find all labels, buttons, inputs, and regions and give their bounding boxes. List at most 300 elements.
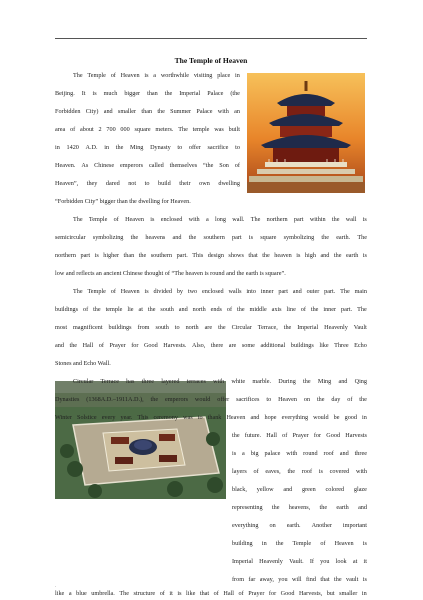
word: layers — [232, 468, 247, 475]
word: Ming — [129, 144, 144, 151]
word: vault — [345, 576, 359, 583]
word: shows — [228, 252, 244, 259]
word: and — [339, 450, 349, 457]
word: the — [262, 252, 270, 259]
text-line — [55, 340, 367, 352]
word: buildings — [290, 342, 314, 349]
word: part — [278, 288, 288, 295]
word: to — [177, 144, 183, 151]
word: The — [357, 234, 367, 241]
word: north — [185, 324, 199, 331]
word: part. — [341, 306, 353, 313]
word: Harvests. — [163, 342, 187, 349]
word: part — [232, 234, 242, 241]
word: bigger — [124, 90, 141, 97]
word: their — [179, 180, 191, 187]
word: than — [141, 108, 153, 115]
word: that — [199, 590, 210, 597]
word: is — [177, 590, 182, 597]
word: divided — [153, 288, 172, 295]
word: Qing — [354, 378, 367, 385]
document-title: The Temple of Heaven — [174, 56, 248, 65]
word: big — [250, 450, 259, 457]
word: Chinese — [94, 162, 115, 169]
word: the — [157, 108, 165, 115]
word: Summer — [170, 108, 192, 115]
word: you — [278, 576, 288, 583]
word: that — [320, 576, 330, 583]
word: The — [73, 288, 83, 295]
word: Circular — [73, 378, 94, 385]
word: meters. — [155, 126, 174, 133]
word: Prayer — [248, 590, 265, 597]
word: to — [197, 414, 203, 421]
word: the — [69, 342, 78, 349]
word: building — [232, 540, 253, 547]
word: built — [228, 126, 240, 133]
word: in — [235, 72, 240, 79]
word: and — [250, 414, 260, 421]
text-line — [232, 430, 367, 442]
word: with — [286, 450, 298, 457]
text-line — [55, 160, 240, 172]
word: in — [361, 590, 367, 597]
word: is — [318, 468, 323, 475]
word: This — [192, 252, 204, 259]
word: marble. — [252, 378, 272, 385]
word: you — [320, 558, 330, 565]
word: future. — [244, 432, 262, 439]
word: Good — [280, 590, 295, 597]
word: Prayer — [109, 342, 126, 349]
word: the — [319, 504, 328, 511]
word: dwelling — [218, 180, 240, 187]
word: Imperial — [179, 90, 201, 97]
word: in — [55, 144, 60, 151]
word: of — [82, 306, 89, 313]
word: Palace — [196, 108, 213, 115]
word: and — [338, 378, 348, 385]
word: that — [248, 252, 258, 259]
text-line — [232, 466, 367, 478]
word: part. — [176, 252, 188, 259]
word: part. — [324, 288, 336, 295]
word: white — [231, 378, 246, 385]
text-line — [232, 538, 367, 550]
word: the — [310, 306, 319, 313]
word: day — [331, 396, 341, 403]
word: heavens — [145, 234, 166, 241]
word: like — [186, 590, 196, 597]
text-line — [232, 574, 367, 586]
word: of — [300, 306, 306, 313]
text-line — [232, 556, 367, 568]
word: part — [293, 216, 304, 223]
word: away, — [259, 576, 274, 583]
word: earth. — [336, 234, 351, 241]
text-line — [55, 232, 367, 244]
word: (1368A.D.–1911A.D.), — [86, 396, 144, 403]
word: called — [148, 162, 164, 169]
word: at — [352, 558, 358, 565]
word: Heaven”, — [55, 180, 79, 187]
word: of — [234, 162, 240, 169]
word: two — [187, 288, 198, 295]
word: eaves, — [265, 468, 281, 475]
word: Dynasty — [150, 144, 171, 151]
word: Beijing. — [55, 90, 75, 97]
word: of — [226, 306, 233, 313]
word: Temple — [87, 288, 106, 295]
word: within — [309, 216, 326, 223]
word: earth — [336, 504, 349, 511]
word: the — [237, 306, 245, 313]
word: and — [358, 504, 367, 511]
word: of — [253, 468, 259, 475]
word: roof — [301, 468, 313, 475]
word: and — [178, 306, 188, 313]
word: and — [172, 234, 182, 241]
word: Winter — [55, 414, 72, 421]
word: in — [362, 414, 367, 421]
word: line — [286, 306, 296, 313]
word: sacrifices — [236, 396, 260, 403]
word: to — [174, 324, 180, 331]
word: in — [261, 540, 267, 547]
word: the — [93, 306, 101, 313]
word: wall — [345, 216, 357, 223]
header-rule — [55, 38, 367, 39]
word: about — [80, 126, 94, 133]
word: place — [217, 72, 231, 79]
word: the — [164, 90, 173, 97]
word: is — [92, 90, 97, 97]
word: Temple — [292, 540, 312, 547]
word: Good — [143, 342, 158, 349]
word: Heaven — [278, 396, 297, 403]
word: at — [138, 306, 143, 313]
word: it — [363, 558, 367, 565]
word: good — [344, 414, 357, 421]
word: Heavenly — [324, 324, 348, 331]
word: The — [119, 590, 129, 597]
word: is — [144, 288, 149, 295]
word: earth — [345, 252, 359, 259]
word: black, — [232, 486, 247, 493]
word: Harvests — [345, 432, 367, 439]
word: is — [296, 252, 301, 259]
word: Palace — [207, 90, 224, 97]
word: lie — [127, 306, 134, 313]
word: A.D. — [85, 144, 98, 151]
word: The — [357, 306, 367, 313]
word: temple — [192, 126, 210, 133]
word: in — [104, 144, 110, 151]
word: terraces — [186, 378, 206, 385]
word: of — [159, 590, 165, 597]
word: Imperial — [297, 324, 319, 331]
word: northern — [266, 216, 288, 223]
word: glaze — [353, 486, 367, 493]
word: offer — [188, 144, 201, 151]
word: and — [292, 288, 302, 295]
text-line — [55, 394, 367, 406]
word: worthwhile — [160, 72, 190, 79]
word: a — [242, 450, 245, 457]
word: 1420 — [66, 144, 79, 151]
word: of — [282, 432, 288, 439]
word: 2 — [98, 126, 102, 133]
word: the — [115, 144, 124, 151]
word: the — [130, 234, 139, 241]
text-line — [55, 286, 367, 298]
word: yellow — [256, 486, 274, 493]
word: wall. — [232, 216, 245, 223]
word: some — [241, 342, 255, 349]
word: much — [103, 90, 118, 97]
word: of — [110, 288, 116, 295]
word: into — [246, 288, 256, 295]
word: The — [73, 72, 83, 79]
footer-mark: . — [55, 584, 57, 589]
word: The — [178, 126, 188, 133]
word: the — [334, 576, 342, 583]
word: The — [340, 288, 350, 295]
word: own — [199, 180, 210, 187]
word: southern — [203, 234, 225, 241]
text-line — [55, 124, 240, 136]
word: to — [144, 180, 150, 187]
word: was — [183, 414, 193, 421]
word: main — [354, 288, 367, 295]
word: Another — [311, 522, 332, 529]
word: of — [98, 342, 104, 349]
word: is — [362, 216, 367, 223]
text-line — [55, 412, 367, 424]
word: As — [81, 162, 89, 169]
word: This — [137, 414, 149, 421]
text-line — [55, 214, 367, 226]
word: Temple — [88, 216, 108, 223]
word: During — [278, 378, 296, 385]
word: the — [232, 432, 240, 439]
word: roof — [323, 450, 334, 457]
word: enclosed — [201, 288, 224, 295]
word: most — [55, 324, 68, 331]
word: than — [147, 90, 158, 97]
word: green — [302, 486, 316, 493]
word: the — [303, 378, 311, 385]
text-line: Stones and Echo Wall. — [55, 360, 111, 367]
word: It — [81, 90, 86, 97]
word: symbolizing — [92, 234, 124, 241]
word: far — [248, 576, 256, 583]
word: Heaven — [334, 540, 354, 547]
text-line — [55, 70, 240, 82]
word: three — [354, 450, 367, 457]
word: Terrace, — [257, 324, 278, 331]
word: Solstice — [77, 414, 97, 421]
word: Forbidden — [55, 108, 81, 115]
word: with — [213, 378, 225, 385]
text-line — [55, 142, 240, 154]
word: south — [160, 306, 174, 313]
word: emperors — [120, 162, 144, 169]
word: is — [362, 252, 367, 259]
word: Heaven — [125, 216, 144, 223]
word: and — [55, 342, 64, 349]
word: is — [150, 216, 155, 223]
word: it — [169, 590, 173, 597]
word: build — [158, 180, 171, 187]
word: and — [320, 252, 330, 259]
word: 000 — [120, 126, 130, 133]
word: the — [275, 540, 284, 547]
word: Vault — [353, 324, 367, 331]
word: The — [73, 216, 83, 223]
word: sacrifice — [207, 144, 229, 151]
word: colored — [325, 486, 345, 493]
word: is — [232, 450, 237, 457]
word: visiting — [193, 72, 213, 79]
word: 700 — [106, 126, 116, 133]
word: Temple — [87, 72, 106, 79]
word: umbrella. — [91, 590, 115, 597]
word: has — [126, 378, 135, 385]
word: enclosed — [160, 216, 183, 223]
word: part — [80, 252, 91, 259]
word: area — [55, 126, 66, 133]
word: year. — [120, 414, 133, 421]
word: layered — [161, 378, 180, 385]
word: an — [234, 108, 240, 115]
word: the — [147, 306, 156, 313]
word: ends — [210, 306, 222, 313]
word: Circular — [231, 324, 252, 331]
word: Hall — [223, 590, 235, 597]
word: the — [333, 252, 342, 259]
word: of — [320, 540, 326, 547]
word: additional — [260, 342, 286, 349]
text-line — [55, 250, 367, 262]
word: by — [176, 288, 184, 295]
word: Heaven. — [55, 162, 76, 169]
word: is — [362, 576, 367, 583]
word: is — [94, 252, 99, 259]
word: with — [355, 468, 367, 475]
word: to — [235, 144, 240, 151]
text-line — [55, 588, 367, 600]
text-line — [232, 502, 367, 514]
word: of — [347, 396, 353, 403]
word: buildings — [108, 324, 132, 331]
word: will — [291, 576, 302, 583]
text-line — [55, 88, 240, 100]
word: everything — [281, 414, 309, 421]
word: of — [70, 126, 76, 133]
word: they — [86, 180, 98, 187]
word: but — [326, 590, 335, 597]
word: Heaven — [226, 414, 246, 421]
word: the — [283, 324, 292, 331]
word: outer — [306, 288, 320, 295]
word: “the — [203, 162, 214, 169]
word: three — [141, 378, 155, 385]
word: is — [248, 234, 253, 241]
word: square — [260, 234, 277, 241]
word: temple — [105, 306, 123, 313]
word: a — [68, 590, 72, 597]
word: like — [319, 342, 329, 349]
word: The — [250, 216, 261, 223]
word: higher — [103, 252, 120, 259]
word: dared — [105, 180, 120, 187]
word: everything — [232, 522, 259, 529]
word: Dynasties — [55, 396, 80, 403]
word: south — [155, 324, 169, 331]
word: with — [188, 216, 200, 223]
word: Three — [334, 342, 349, 349]
word: axis — [271, 306, 282, 313]
word: middle — [249, 306, 267, 313]
text-line — [232, 448, 367, 460]
text-line — [55, 322, 367, 334]
word: the — [359, 396, 367, 403]
word: the — [331, 216, 340, 223]
word: than — [123, 252, 135, 259]
word: are — [204, 324, 213, 331]
word: are — [228, 342, 237, 349]
word: with — [217, 108, 229, 115]
word: is — [362, 540, 367, 547]
text-line — [55, 376, 367, 388]
word: was — [214, 126, 224, 133]
word: be — [333, 414, 340, 421]
word: covered — [329, 468, 350, 475]
word: palace — [264, 450, 281, 457]
word: Echo — [354, 342, 367, 349]
word: City) — [85, 108, 99, 115]
word: find — [305, 576, 316, 583]
word: of — [213, 590, 219, 597]
word: would — [194, 396, 211, 403]
word: the — [138, 252, 147, 259]
text-line — [232, 484, 367, 496]
word: Also, — [192, 342, 206, 349]
word: earth. — [286, 522, 301, 529]
word: a — [153, 72, 157, 79]
word: Son — [219, 162, 229, 169]
word: smaller — [339, 590, 358, 597]
word: magnificent — [72, 324, 103, 331]
word: Heavenly — [259, 558, 283, 565]
word: Hall — [82, 342, 94, 349]
word: for — [131, 342, 139, 349]
word: heavens, — [288, 504, 311, 511]
word: not — [128, 180, 137, 187]
word: symbolizing — [283, 234, 315, 241]
word: like — [55, 590, 65, 597]
text-line: “Forbidden City” bigger than the dwelling for Heaven. — [55, 198, 191, 205]
word: emperors — [164, 396, 189, 403]
word: smaller — [117, 108, 137, 115]
text-line — [55, 106, 240, 118]
word: for — [268, 590, 277, 597]
text-line — [55, 304, 367, 316]
word: round — [303, 450, 318, 457]
word: semicircular — [55, 234, 86, 241]
word: themselves — [169, 162, 198, 169]
